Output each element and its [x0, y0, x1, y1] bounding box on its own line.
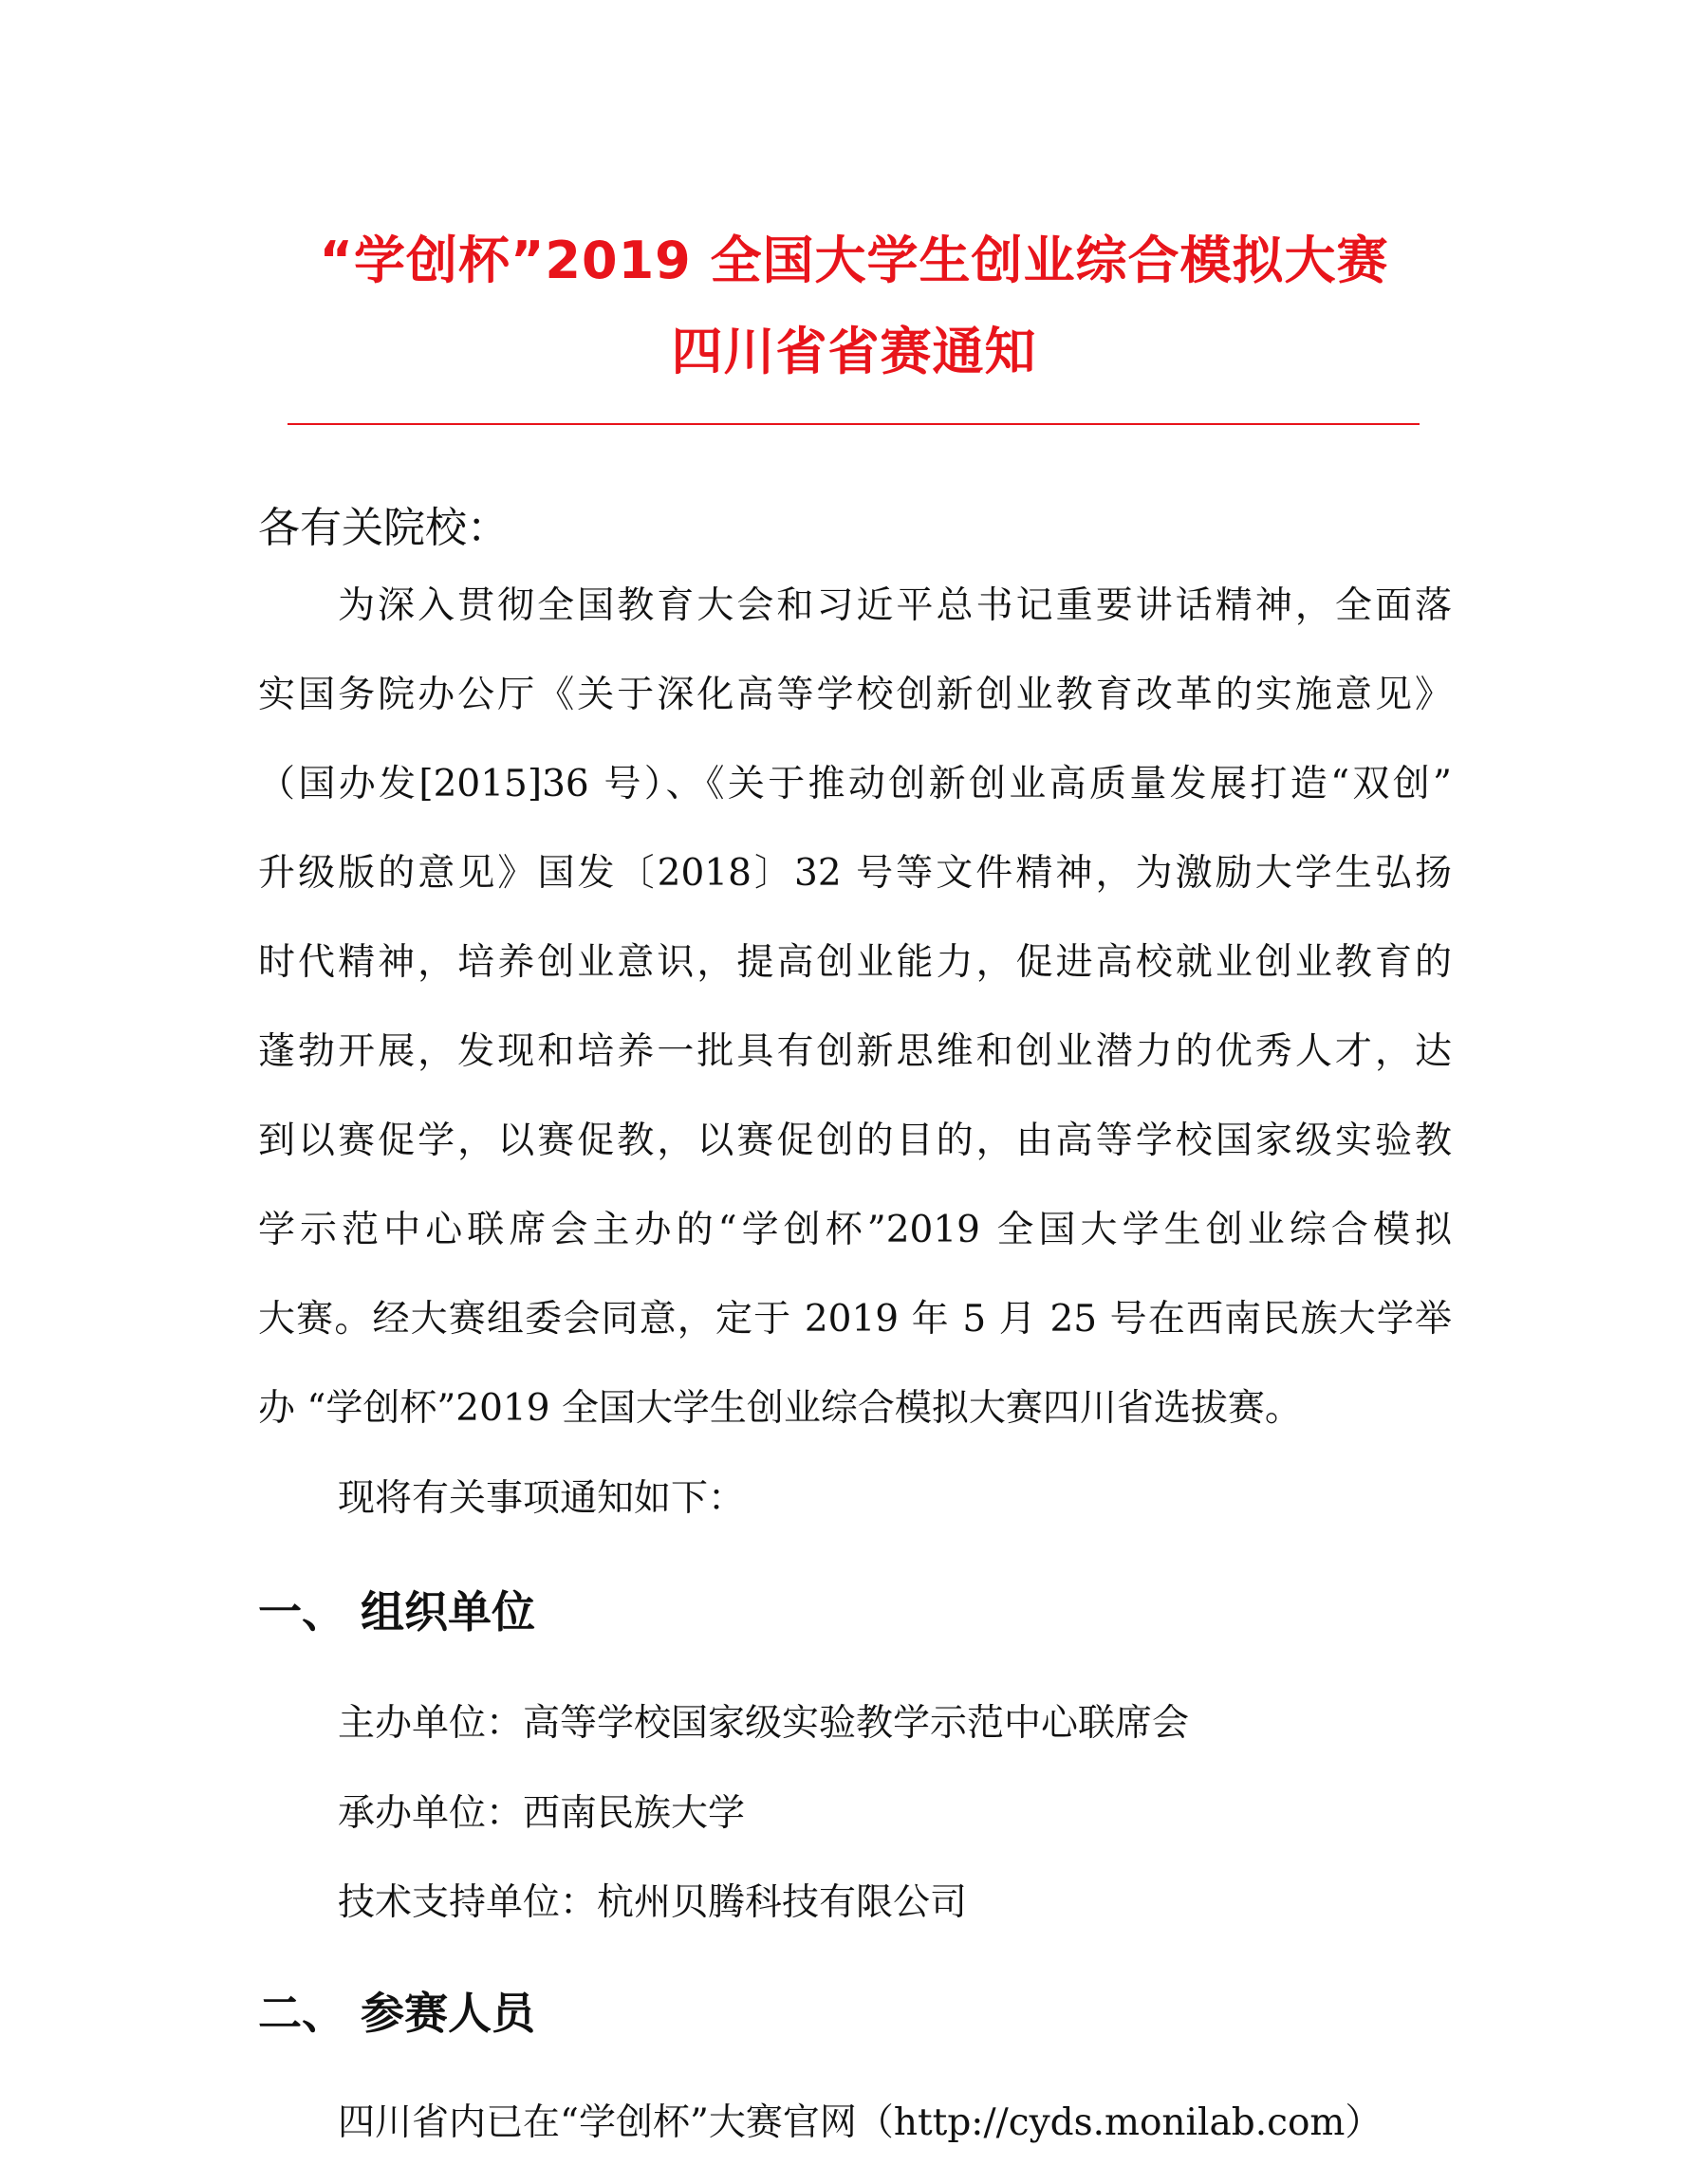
intro-line: 升级版的意见》国发〔2018〕32 号等文件精神，为激励大学生弘扬	[258, 852, 1452, 895]
document-title-line-1: “学创杯”2019 全国大学生创业综合模拟大赛	[319, 231, 1389, 290]
intro-line: 到以赛促学，以赛促教，以赛促创的目的，由高等学校国家级实验教	[258, 1120, 1452, 1162]
intro-line: 办 “学创杯”2019 全国大学生创业综合模拟大赛四川省选拔赛。	[258, 1387, 1302, 1430]
organizer-undertaker: 承办单位：西南民族大学	[338, 1792, 746, 1835]
title-divider	[288, 423, 1420, 425]
intro-line: 蓬勃开展，发现和培养一批具有创新思维和创业潜力的优秀人才，达	[258, 1030, 1452, 1073]
intro-line: 实国务院办公厅《关于深化高等学校创新创业教育改革的实施意见》	[258, 674, 1452, 716]
section-number: 二、	[258, 1988, 345, 2039]
organizer-host: 主办单位：高等学校国家级实验教学示范中心联席会	[338, 1702, 1190, 1745]
section-heading-participants	[258, 1979, 535, 2042]
section-title: 参赛人员	[361, 1988, 535, 2039]
intro-line: 学示范中心联席会主办的“学创杯”2019 全国大学生创业综合模拟	[258, 1209, 1452, 1251]
participants-first-line: 四川省内已在“学创杯”大赛官网（http://cyds.monilab.com）	[338, 2101, 1383, 2144]
document-title-line-2: 四川省省赛通知	[671, 322, 1037, 381]
organizer-tech-support: 技术支持单位：杭州贝腾科技有限公司	[338, 1881, 968, 1924]
intro-line: 时代精神，培养创业意识，提高创业能力，促进高校就业创业教育的	[258, 941, 1452, 984]
notice-line: 现将有关事项通知如下：	[338, 1477, 746, 1520]
section-number: 一、	[258, 1586, 345, 1638]
salutation: 各有关院校：	[258, 504, 509, 552]
intro-line: 为深入贯彻全国教育大会和习近平总书记重要讲话精神，全面落	[338, 584, 1452, 627]
intro-paragraph	[258, 562, 1452, 1453]
section-heading-organizers	[258, 1578, 535, 1640]
section-title: 组织单位	[361, 1586, 535, 1638]
intro-line: （国办发[2015]36 号）、《关于推动创新创业高质量发展打造“双创”	[258, 763, 1452, 805]
intro-line: 大赛。经大赛组委会同意，定于 2019 年 5 月 25 号在西南民族大学举	[258, 1298, 1452, 1341]
